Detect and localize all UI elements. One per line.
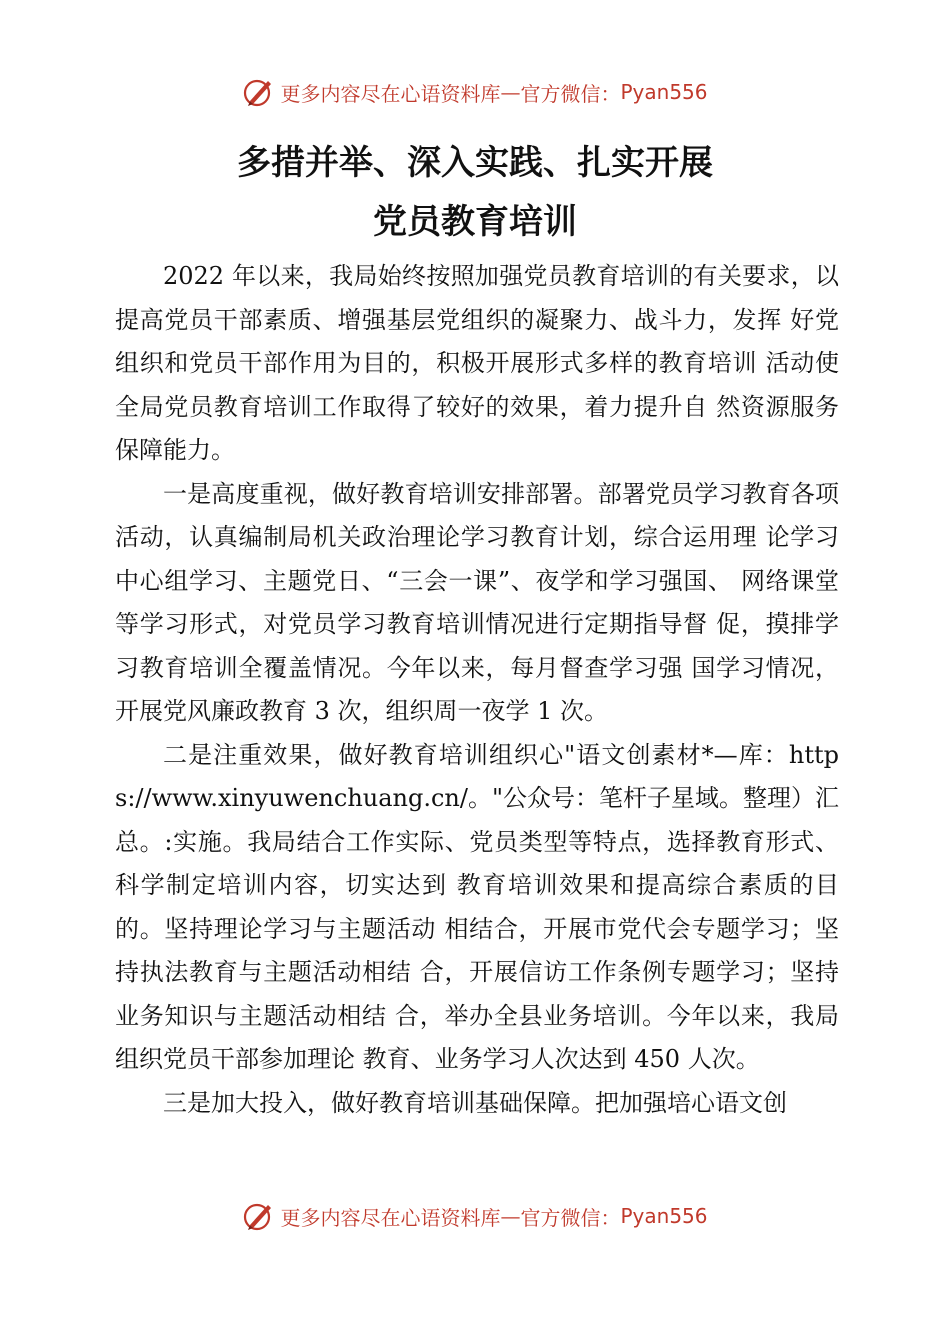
banner-label: 官方微信： [520,1205,621,1230]
document-body [115,255,839,1125]
banner-main-text: 更多内容尽在心语资料库 [280,1205,501,1230]
footer-banner [0,1196,950,1236]
banner-separator: — [500,80,521,104]
header-banner [0,72,950,112]
paragraph-three: 三是加大投入，做好教育培训基础保障。把加强培心语文创 [163,1088,787,1117]
pen-logo-icon [242,1199,276,1233]
paragraph-intro: 2022 年以来，我局始终按照加强党员教育培训的有关要求，以提高党员干部素质、增强基层党组织的凝聚力、战斗力，发挥 好党组织和党员干部作用为目的，积极开展形式多样的教育培训 活动使全局党员教育培训工作取得了较好的效果，着力提升自 然资源服务保障能力。 [115,262,839,464]
document-title-line2: 党员教育培训 [373,202,577,242]
banner-label: 官方微信： [520,81,621,106]
pen-logo-icon [242,75,276,109]
banner-wechat-id: Pyan556 [620,80,708,104]
paragraph-two: 二是注重效果，做好教育培训组织心"语文创素材*—库：https://www.xinyuwenchuang.cn/。"公众号：笔杆子星域。整理）汇总。:实施。我局结合工作实际、党员类型等特点，选择教育形式、科学制定培训内容，切实达到 教育培训效果和提高综合素质的目的。坚持理论学习与主题活动 相结合，开展市党代会专题学习；坚持执法教育与主题活动相结 合，开展信访工作条例专题学习；坚持业务知识与主题活动相结 合，举办全县业务培训。今年以来，我局组织党员干部参加理论 教育、业务学习人次达到 450 人次。 [115,740,840,1073]
banner-separator: — [500,1204,521,1228]
document-title-line1: 多措并举、深入实践、扎实开展 [237,143,713,183]
banner-main-text: 更多内容尽在心语资料库 [280,81,501,106]
paragraph-one: 一是高度重视，做好教育培训安排部署。部署党员学习教育各项活动，认真编制局机关政治理论学习教育计划，综合运用理 论学习中心组学习、主题党日、“三会一课”、夜学和学习强国、 网络课堂等学习形式，对党员学习教育培训情况进行定期指导督 促，摸排学习教育培训全覆盖情况。今年以来，每月督查学习强 国学习情况，开展党风廉政教育 3 次，组织周一夜学 1 次。 [115,479,839,725]
banner-wechat-id: Pyan556 [620,1204,708,1228]
